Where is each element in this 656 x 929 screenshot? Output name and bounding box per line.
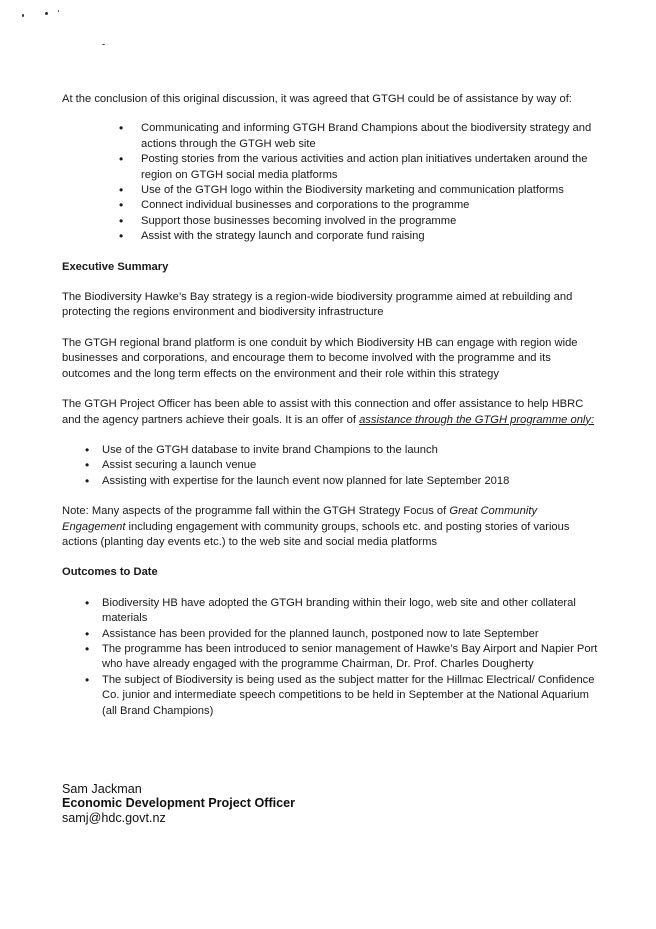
list-item: • Posting stories from the various activities and action plan initiatives undertaken around the region on GTGH social media platforms: [62, 152, 602, 183]
list-item: • The subject of Biodiversity is being used as the subject matter for the Hillmac Electrical/ Confidence Co. junior and intermediate speech competitions to be held in September at the National Aquarium (all Brand Champions): [62, 673, 602, 719]
list-item: • Use of the GTGH database to invite brand Champions to the launch: [62, 443, 602, 458]
signature-email: samj@hdc.govt.nz: [62, 810, 166, 825]
signature-title: Economic Development Project Officer: [62, 796, 296, 811]
outcomes-heading: Outcomes to Date: [62, 566, 158, 579]
note-emphasis: Great Community Engagement: [62, 505, 538, 533]
list-item: • Use of the GTGH logo within the Biodiversity marketing and communication platforms: [62, 183, 602, 198]
note-text-end: including engagement with community groups, schools etc. and posting stories of various actions (planting day events etc.) to the web site and social media platforms: [62, 520, 570, 548]
note-paragraph: [62, 504, 602, 550]
intro-paragraph: At the conclusion of this original discussion, it was agreed that GTGH could be of assistance by way of:: [62, 93, 572, 105]
summary-paragraph-1: The Biodiversity Hawke’s Bay strategy is a region-wide biodiversity programme aimed at rebuilding and protecting the regions environment and biodiversity infrastructure: [62, 291, 573, 319]
list-item: • Biodiversity HB have adopted the GTGH branding within their logo, web site and other collateral materials: [62, 596, 602, 627]
summary-paragraph-2: The GTGH regional brand platform is one conduit by which Biodiversity HB can engage with region wide businesses and corporations, and encourage them to become involved with the programme and its outcomes and the long term effects on the environment and their role within this strategy: [62, 336, 578, 380]
outcomes-list: [62, 596, 602, 719]
list-item: • Assisting with expertise for the launch event now planned for late September 2018: [62, 474, 602, 489]
scan-speck: [45, 12, 48, 15]
list-item: • The programme has been introduced to senior management of Hawke’s Bay Airport and Napier Port who have already engaged with the programme Chairman, Dr. Prof. Charles Dougherty: [62, 642, 602, 673]
scan-speck: [102, 44, 105, 45]
executive-summary-heading: Executive Summary: [62, 260, 169, 273]
note-text: Note: Many aspects of the programme fall within the GTGH Strategy Focus of: [62, 505, 450, 518]
summary-paragraph-3-text: The GTGH Project Officer has been able to assist with this connection and offer assistance to help HBRC and the agency partners achieve their goals. It is an offer of: [62, 398, 584, 426]
list-item: • Assist with the strategy launch and corporate fund raising: [62, 229, 602, 244]
summary-paragraph-3: [62, 397, 602, 428]
list-item: • Connect individual businesses and corporations to the programme: [62, 198, 602, 213]
list-item: • Assist securing a launch venue: [62, 458, 602, 473]
document-body: [62, 92, 602, 719]
scan-speck: [58, 10, 59, 12]
signature-block: [62, 782, 295, 825]
scan-speck: [22, 14, 24, 17]
list-item: • Support those businesses becoming involved in the programme: [62, 214, 602, 229]
assistance-list: [62, 121, 602, 244]
summary-paragraph-3-emphasis: assistance through the GTGH programme only:: [359, 413, 595, 426]
offer-list: [62, 443, 602, 489]
list-item: • Communicating and informing GTGH Brand Champions about the biodiversity strategy and actions through the GTGH web site: [62, 121, 602, 152]
list-item: • Assistance has been provided for the planned launch, postponed now to late September: [62, 627, 602, 642]
signature-name: Sam Jackman: [62, 782, 142, 796]
